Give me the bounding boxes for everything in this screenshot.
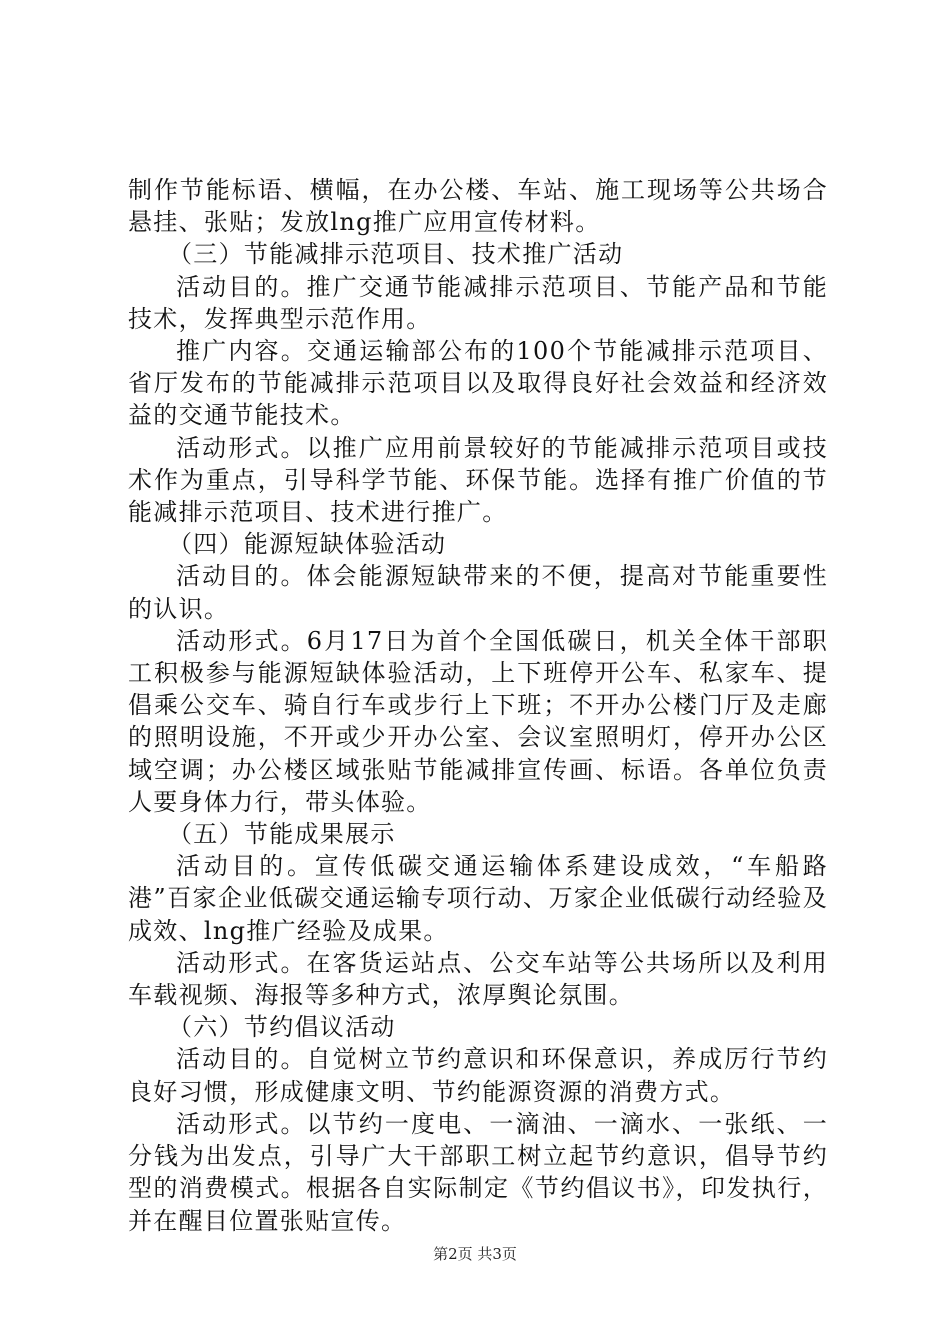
section-heading-6: （六）节约倡议活动: [168, 1013, 396, 1042]
paragraph-continuation: 制作节能标语、横幅，在办公楼、车站、施工现场等公共场合悬挂、张贴；发放lng推广应用宣传材料。: [128, 176, 828, 237]
paragraph: 活动目的。推广交通节能减排示范项目、节能产品和节能技术，发挥典型示范作用。: [128, 272, 828, 333]
paragraph: 活动形式。以节约一度电、一滴油、一滴水、一张纸、一分钱为出发点，引导广大干部职工树立起节约意识，倡导节约型的消费模式。根据各自实际制定《节约倡议书》，印发执行，并在醒目位置张贴宣传。: [128, 1109, 828, 1235]
paragraph: 活动目的。自觉树立节约意识和环保意识，养成厉行节约良好习惯，形成健康文明、节约能源资源的消费方式。: [128, 1045, 828, 1106]
paragraph: 活动形式。6月17日为首个全国低碳日，机关全体干部职工积极参与能源短缺体验活动，上下班停开公车、私家车、提倡乘公交车、骑自行车或步行上下班；不开办公楼门厅及走廊的照明设施，不开或少开办公室、会议室照明灯，停开办公区域空调；办公楼区域张贴节能减排宣传画、标语。各单位负责人要身体力行，带头体验。: [128, 626, 828, 816]
document-body: [128, 174, 828, 1237]
paragraph: 活动形式。以推广应用前景较好的节能减排示范项目或技术作为重点，引导科学节能、环保节能。选择有推广价值的节能减排示范项目、技术进行推广。: [128, 433, 828, 527]
paragraph: 活动形式。在客货运站点、公交车站等公共场所以及利用车载视频、海报等多种方式，浓厚舆论氛围。: [128, 948, 828, 1010]
page-number-label: 第2页 共3页: [433, 1245, 517, 1263]
section-heading-3: （三）节能减排示范项目、技术推广活动: [168, 240, 624, 269]
section-heading-5: （五）节能成果展示: [168, 820, 396, 849]
paragraph: 推广内容。交通运输部公布的100个节能减排示范项目、省厅发布的节能减排示范项目以及取得良好社会效益和经济效益的交通节能技术。: [128, 337, 828, 430]
paragraph: 活动目的。宣传低碳交通运输体系建设成效，“车船路港”百家企业低碳交通运输专项行动、万家企业低碳行动经验及成效、lng推广经验及成果。: [128, 852, 828, 945]
section-heading-4: （四）能源短缺体验活动: [168, 530, 447, 559]
page-footer: [0, 1244, 950, 1264]
paragraph: 活动目的。体会能源短缺带来的不便，提高对节能重要性的认识。: [128, 562, 828, 623]
